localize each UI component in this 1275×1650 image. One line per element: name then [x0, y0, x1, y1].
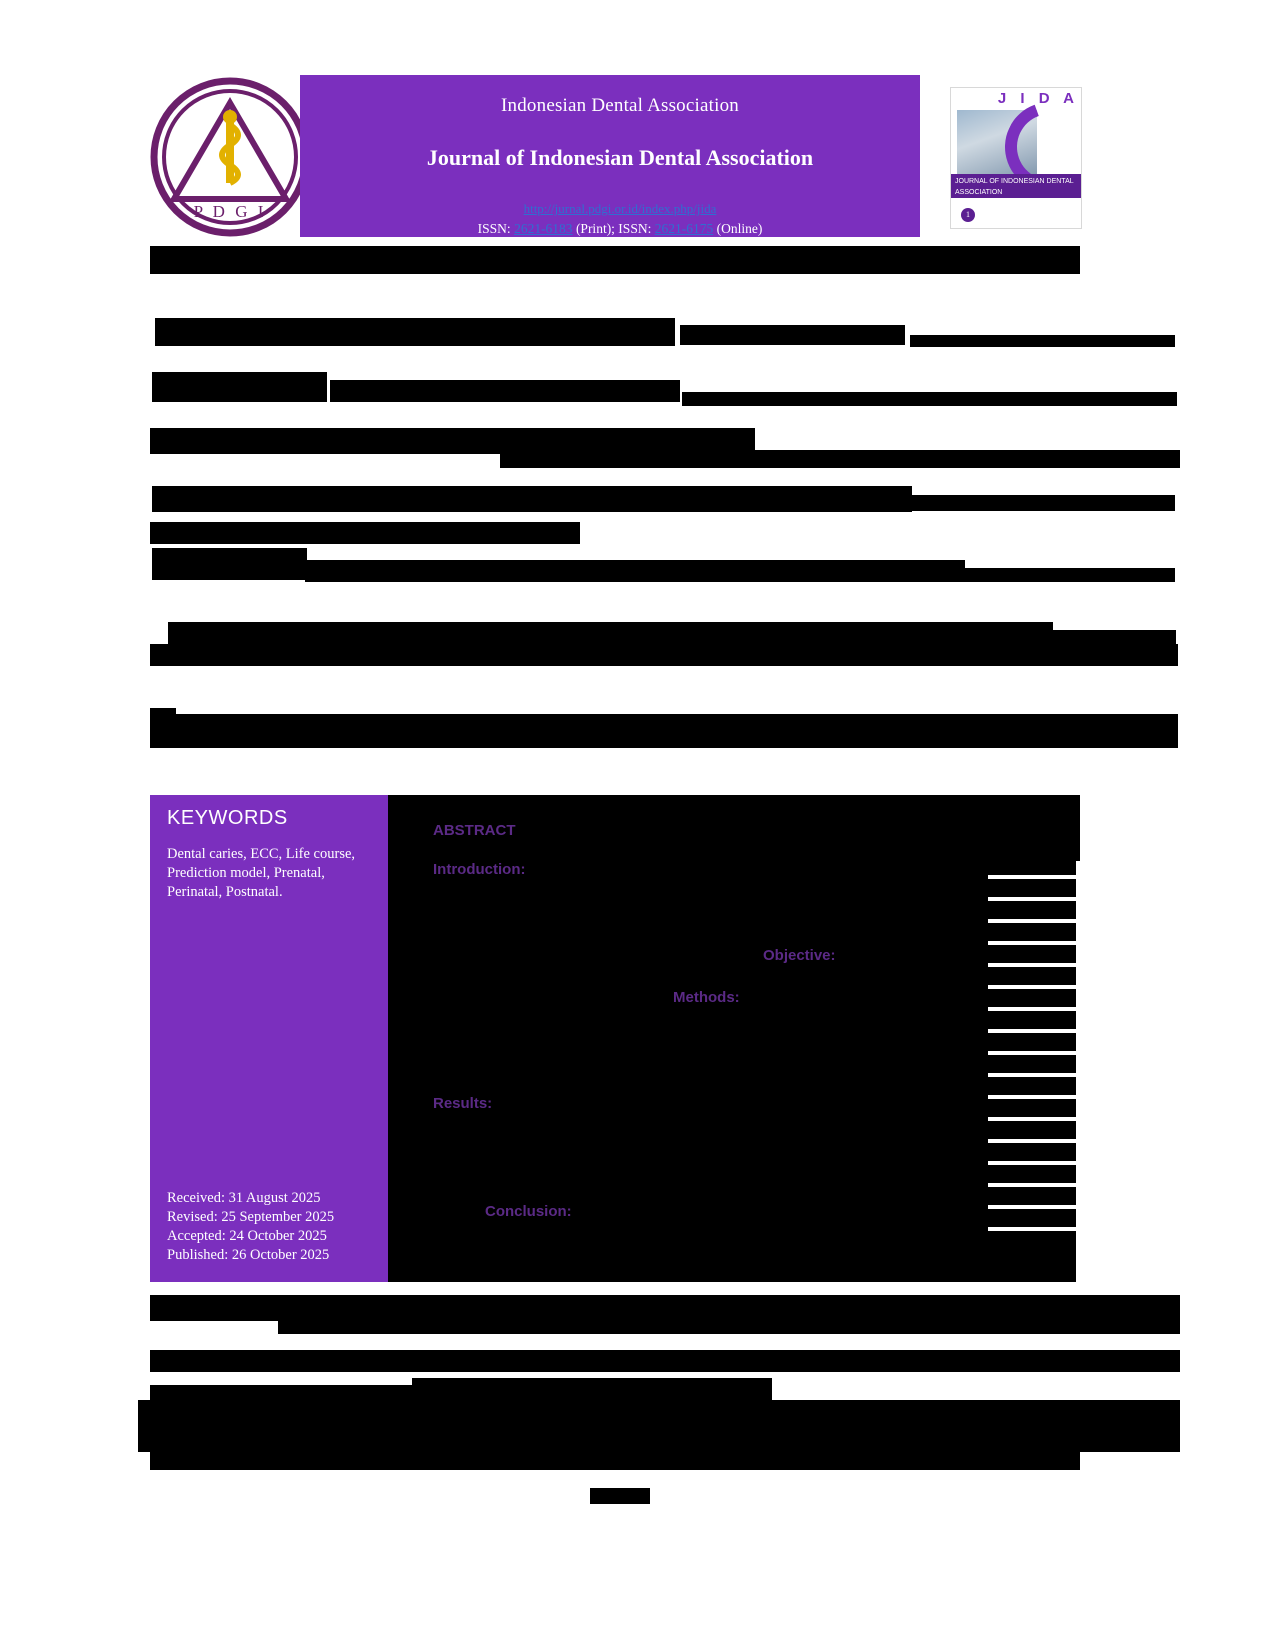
- abstract-objective-heading: Objective:: [763, 947, 836, 964]
- redacted-affiliation-3c: [962, 568, 1175, 582]
- issn-online-link[interactable]: 2621-6175: [654, 221, 714, 236]
- abstract-line-gap: [988, 1051, 1084, 1055]
- abstract-line-gap: [988, 1161, 1084, 1165]
- abstract-line-gap: [988, 1183, 1084, 1187]
- page-number: 1: [590, 1488, 650, 1504]
- cover-brand-text: J I D A: [997, 90, 1079, 107]
- abstract-line-gap: [988, 1117, 1084, 1121]
- redacted-body-line-7: [150, 1452, 1080, 1470]
- redacted-title-line-2b: [330, 380, 680, 402]
- abstract-line-gap: [988, 875, 1084, 879]
- issn-line: [320, 221, 920, 237]
- abstract-line-gap: [988, 1205, 1084, 1209]
- abstract-line-gap: [988, 1095, 1084, 1099]
- date-revised: Revised: 25 September 2025: [167, 1209, 335, 1225]
- redacted-correspondence-2: [150, 644, 1178, 666]
- redacted-affiliation-3: [152, 548, 307, 580]
- abstract-line-gap: [988, 1139, 1084, 1143]
- cover-caption: JOURNAL OF INDONESIAN DENTAL ASSOCIATION: [951, 174, 1081, 198]
- redacted-doi-line-b: [176, 714, 1178, 748]
- issn-print-link[interactable]: 2621-6183: [514, 221, 573, 236]
- redacted-affiliation-2: [150, 522, 580, 544]
- abstract-conclusion-heading: Conclusion:: [485, 1203, 572, 1220]
- redacted-title-line-2c: [682, 392, 1177, 406]
- redacted-title-line-1: [155, 318, 675, 346]
- journal-cover-thumbnail: [950, 87, 1082, 229]
- redacted-body-line-5: [412, 1378, 772, 1402]
- redacted-body-line-6: [138, 1400, 1180, 1452]
- abstract-line-gap: [988, 985, 1084, 989]
- journal-header: [150, 75, 1080, 240]
- abstract-line-gap: [988, 941, 1084, 945]
- abstract-line-gap: [988, 1227, 1084, 1231]
- redacted-body-line-3: [150, 1350, 1180, 1372]
- redacted-doi-line: [150, 708, 176, 748]
- redacted-affiliation-3b: [305, 560, 965, 582]
- redacted-title-line-1b: [680, 325, 905, 345]
- keywords-heading: KEYWORDS: [167, 807, 288, 829]
- journal-banner: [320, 75, 920, 237]
- redacted-body-line-4: [150, 1385, 412, 1401]
- keywords-sidebar: [150, 795, 388, 1282]
- redacted-author-line-b: [500, 450, 1180, 468]
- date-received: Received: 31 August 2025: [167, 1190, 321, 1206]
- journal-url-link[interactable]: http://jurnal.pdgi.or.id/index.php/jida: [523, 201, 717, 216]
- redacted-affiliation-1: [152, 486, 912, 512]
- date-published: Published: 26 October 2025: [167, 1247, 330, 1263]
- abstract-line-gap: [1076, 861, 1084, 1363]
- abstract-heading: ABSTRACT: [433, 822, 516, 839]
- redacted-body-line-1: [150, 1295, 1180, 1321]
- journal-title: Journal of Indonesian Dental Association: [426, 145, 814, 170]
- issn-print-label: (Print); ISSN:: [572, 221, 655, 236]
- pdgi-logo-text: P D G I: [193, 202, 267, 221]
- article-dates: [167, 1189, 334, 1265]
- abstract-line-gap: [988, 1029, 1084, 1033]
- abstract-results-heading: Results:: [433, 1095, 493, 1112]
- abstract-methods-heading: Methods:: [673, 989, 740, 1006]
- abstract-introduction-heading: Introduction:: [433, 861, 526, 878]
- cover-badge: 1: [961, 208, 975, 222]
- redacted-correspondence-1b: [216, 630, 1176, 644]
- redacted-title-line-2: [152, 372, 327, 402]
- pdgi-logo-icon: [150, 77, 310, 237]
- abstract-line-gap: [988, 963, 1084, 967]
- redacted-title-line-1c: [910, 335, 1175, 347]
- redacted-body-line-2: [278, 1320, 1180, 1334]
- redacted-rule-top: [150, 246, 1080, 274]
- issn-prefix: ISSN:: [477, 221, 515, 236]
- keywords-list: Dental caries, ECC, Life course, Prediction model, Prenatal, Perinatal, Postnatal.: [167, 846, 356, 900]
- abstract-block: [388, 795, 1080, 1282]
- abstract-line-gap: [988, 1073, 1084, 1077]
- abstract-line-gap: [988, 1007, 1084, 1011]
- issn-online-label: (Online): [713, 221, 763, 236]
- association-name: Indonesian Dental Association: [501, 95, 739, 116]
- date-accepted: Accepted: 24 October 2025: [167, 1228, 327, 1244]
- abstract-line-gap: [988, 897, 1084, 901]
- abstract-line-gap: [988, 919, 1084, 923]
- redacted-affiliation-1b: [910, 495, 1175, 511]
